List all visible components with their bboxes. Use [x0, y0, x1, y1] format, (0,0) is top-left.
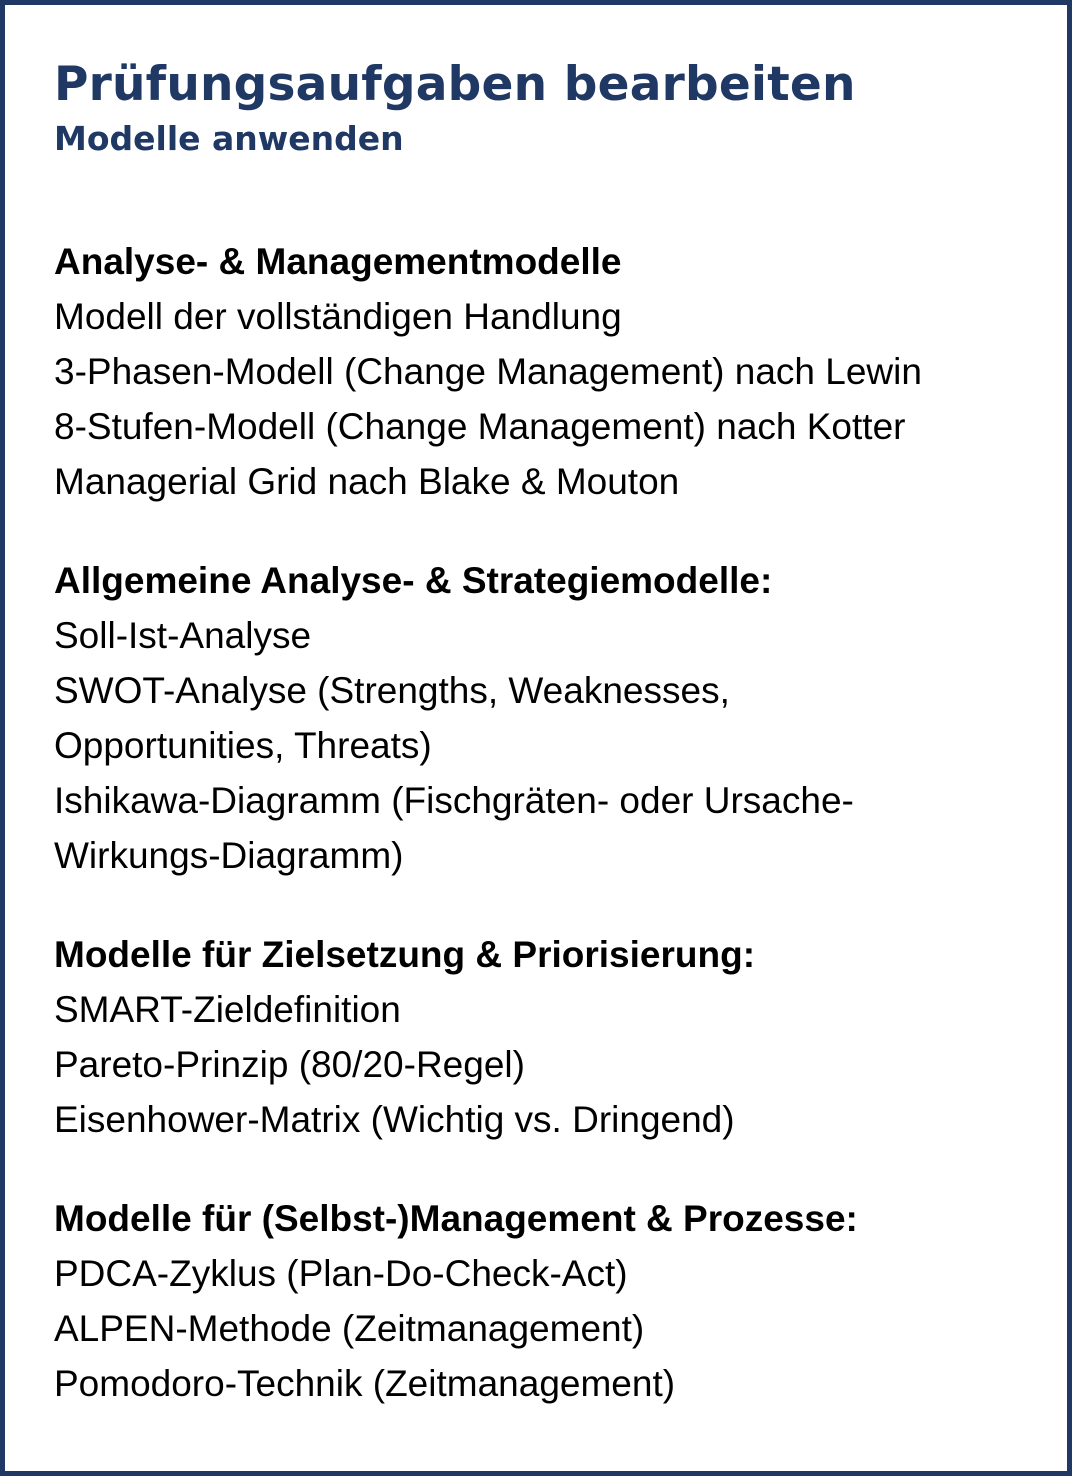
list-item: Eisenhower-Matrix (Wichtig vs. Dringend) — [54, 1099, 735, 1140]
section-heading: Analyse- & Managementmodelle — [54, 241, 622, 282]
list-item: Managerial Grid nach Blake & Mouton — [54, 461, 680, 502]
list-item: SWOT-Analyse (Strengths, Weaknesses, — [54, 670, 730, 711]
section-analysis-management — [54, 234, 1054, 509]
list-item: 8-Stufen-Modell (Change Management) nach Kotter — [54, 406, 906, 447]
section-general-strategy — [54, 553, 1054, 883]
list-item: Modell der vollständigen Handlung — [54, 296, 622, 337]
list-item: ALPEN-Methode (Zeitmanagement) — [54, 1308, 645, 1349]
list-item: Opportunities, Threats) — [54, 725, 432, 766]
page-title: Prüfungsaufgaben bearbeiten — [54, 57, 856, 112]
section-self-management-processes — [54, 1191, 1054, 1411]
section-heading: Modelle für Zielsetzung & Priorisierung: — [54, 934, 756, 975]
list-item: Ishikawa-Diagramm (Fischgräten- oder Ursache- — [54, 780, 854, 821]
section-goals-priorities — [54, 927, 1054, 1147]
list-item: Soll-Ist-Analyse — [54, 615, 312, 656]
list-item: Pareto-Prinzip (80/20-Regel) — [54, 1044, 525, 1085]
list-item: Wirkungs-Diagramm) — [54, 835, 404, 876]
model-sections — [54, 234, 1054, 1411]
list-item: SMART-Zieldefinition — [54, 989, 401, 1030]
document-content — [54, 55, 1054, 1411]
section-heading: Modelle für (Selbst-)Management & Prozesse: — [54, 1198, 858, 1239]
list-item: Pomodoro-Technik (Zeitmanagement) — [54, 1363, 676, 1404]
list-item: 3-Phasen-Modell (Change Management) nach Lewin — [54, 351, 922, 392]
list-item: PDCA-Zyklus (Plan-Do-Check-Act) — [54, 1253, 628, 1294]
page-subtitle: Modelle anwenden — [54, 119, 404, 158]
section-heading: Allgemeine Analyse- & Strategiemodelle: — [54, 560, 773, 601]
